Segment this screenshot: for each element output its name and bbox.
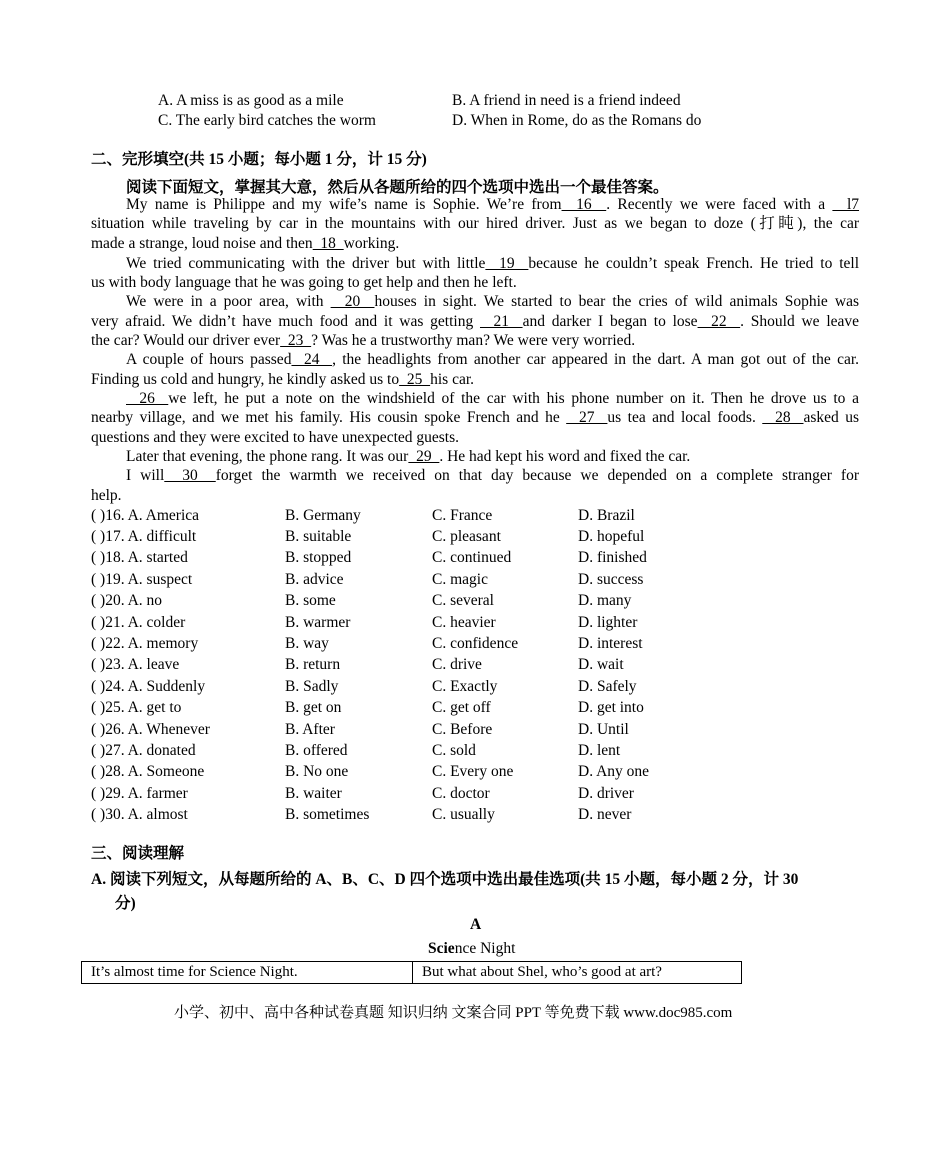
option-c: C. France — [432, 506, 493, 524]
option-d: D. success — [578, 570, 644, 588]
passage-line: A couple of hours passed 24 , the headlights from another car appeared in the dart. A man got out of the car. — [126, 351, 860, 368]
passage-letter: A — [470, 916, 482, 933]
partA-instruction-cont: 分) — [115, 895, 136, 912]
question-row — [91, 783, 718, 804]
blank-22: 22 — [697, 313, 741, 330]
option-d: D. driver — [578, 784, 634, 802]
question-number: ( )28. A. Someone — [91, 763, 205, 781]
option-b: B. sometimes — [285, 806, 370, 824]
option-b: B. way — [285, 635, 329, 653]
option-c: C. Before — [432, 720, 493, 738]
passage-line: 26 we left, he put a note on the windshield of the car with his phone number on it. Then he drove us to a — [126, 390, 860, 407]
option-b: B. offered — [285, 741, 348, 759]
option-b: B. After — [285, 720, 335, 738]
question-number: ( )26. A. Whenever — [91, 720, 210, 738]
passage-line: My name is Philippe and my wife’s name is Sophie. We’re from 16 . Recently we were faced with a l7 — [126, 196, 860, 213]
option-c: C. drive — [432, 656, 482, 674]
option-d: D. finished — [578, 549, 647, 567]
partA-instruction: A. 阅读下列短文，从每题所给的 A、B、C、D 四个选项中选出最佳选项(共 15 小题，每小题 2 分，计 30 — [91, 871, 799, 888]
blank-20: 20 — [330, 293, 375, 310]
option-b: B. Germany — [285, 506, 361, 524]
question-row — [91, 548, 718, 569]
question-row — [91, 526, 718, 547]
passage-table — [81, 961, 742, 984]
option-b: B. waiter — [285, 784, 342, 802]
option-c: C. confidence — [432, 635, 519, 653]
question-number: ( )20. A. no — [91, 592, 163, 610]
option-b: B. stopped — [285, 549, 352, 567]
question-row — [91, 505, 718, 526]
blank-23: 23 — [280, 332, 312, 349]
question-number: ( )16. A. America — [91, 506, 200, 524]
blank-21: 21 — [479, 313, 523, 330]
option-b: B. some — [285, 592, 336, 610]
passage-line: Finding us cold and hungry, he kindly asked us to 25 his car. — [91, 371, 475, 388]
passage-line: us with body language that he was going to get help and then he left. — [91, 274, 517, 291]
option-b: B. Sadly — [285, 677, 339, 695]
option-c: C. doctor — [432, 784, 490, 802]
option-b: B. warmer — [285, 613, 351, 631]
option-c: C. sold — [432, 741, 476, 759]
option-b: B. No one — [285, 763, 349, 781]
option-d: D. never — [578, 806, 632, 824]
option-c: C. Exactly — [432, 677, 498, 695]
passage-title: Science Night — [428, 940, 516, 957]
section2-title: 二、完形填空(共 15 小题；每小题 1 分，计 15 分) — [91, 151, 427, 168]
section2-instruction: 阅读下面短文，掌握其大意，然后从各题所给的四个选项中选出一个最佳答案。 — [126, 179, 669, 196]
passage-line: very afraid. We didn’t have much food and it was getting 21 and darker I began to lose 22 . Should we leave — [91, 313, 860, 330]
question-row — [91, 676, 718, 697]
option-c: C. several — [432, 592, 494, 610]
question-row — [91, 612, 718, 633]
blank-28: 28 — [762, 409, 804, 426]
question-row — [91, 804, 718, 825]
passage-line: nearby village, and we met his family. His cousin spoke French and he 27 us tea and local foods. 28 asked us — [91, 409, 860, 426]
option-d: D. lighter — [578, 613, 638, 631]
question-number: ( )21. A. colder — [91, 613, 186, 631]
section3-title: 三、阅读理解 — [91, 845, 185, 862]
prev-option-a: A. A miss is as good as a mile — [158, 92, 344, 109]
question-row — [91, 655, 718, 676]
option-c: C. usually — [432, 806, 495, 824]
prev-option-b: B. A friend in need is a friend indeed — [452, 92, 681, 109]
blank-26: 26 — [126, 390, 169, 407]
option-d: D. Any one — [578, 763, 650, 781]
passage-line: made a strange, loud noise and then 18 working. — [91, 235, 400, 252]
option-b: B. return — [285, 656, 341, 674]
question-row — [91, 633, 718, 654]
question-number: ( )18. A. started — [91, 549, 188, 567]
option-c: C. magic — [432, 570, 488, 588]
question-number: ( )17. A. difficult — [91, 528, 197, 546]
blank-18: 18 — [312, 235, 344, 252]
passage-line: We were in a poor area, with 20 houses in sight. We started to bear the cries of wild animals Sophie was — [126, 293, 860, 310]
question-row — [91, 569, 718, 590]
question-number: ( )24. A. Suddenly — [91, 677, 206, 695]
question-number: ( )30. A. almost — [91, 806, 188, 824]
option-d: D. many — [578, 592, 632, 610]
prev-option-c: C. The early bird catches the worm — [158, 112, 376, 129]
question-number: ( )25. A. get to — [91, 699, 182, 717]
option-c: C. pleasant — [432, 528, 501, 546]
footer-text: 小学、初中、高中各种试卷真题 知识归纳 文案合同 PPT 等免费下载 www.doc985.com — [174, 1005, 733, 1021]
question-row — [91, 719, 718, 740]
option-b: B. advice — [285, 570, 344, 588]
passage-line: Later that evening, the phone rang. It was our 29 . He had kept his word and fixed the car. — [126, 448, 691, 465]
table-row — [82, 962, 742, 984]
question-number: ( )27. A. donated — [91, 741, 196, 759]
question-number: ( )23. A. leave — [91, 656, 180, 674]
option-d: D. wait — [578, 656, 624, 674]
option-d: D. Safely — [578, 677, 637, 695]
blank-17: l7 — [832, 196, 860, 213]
question-row — [91, 762, 718, 783]
option-b: B. suitable — [285, 528, 352, 546]
prev-option-d: D. When in Rome, do as the Romans do — [452, 112, 702, 129]
blank-30: 30 — [164, 467, 216, 484]
blank-27: 27 — [566, 409, 608, 426]
option-c: C. heavier — [432, 613, 496, 631]
blank-29: 29 — [408, 448, 440, 465]
option-d: D. Brazil — [578, 506, 635, 524]
question-number: ( )29. A. farmer — [91, 784, 188, 802]
option-c: C. get off — [432, 699, 491, 717]
question-row — [91, 740, 718, 761]
table-cell: But what about Shel, who’s good at art? — [413, 962, 742, 984]
question-number: ( )19. A. suspect — [91, 570, 193, 588]
option-d: D. Until — [578, 720, 629, 738]
passage-line: help. — [91, 487, 122, 504]
passage-line: the car? Would our driver ever 23 ? Was he a trustworthy man? We were very worried. — [91, 332, 636, 349]
option-c: C. continued — [432, 549, 512, 567]
passage-line: questions and they were excited to have unexpected guests. — [91, 429, 460, 446]
blank-24: 24 — [291, 351, 333, 368]
option-d: D. interest — [578, 635, 643, 653]
option-c: C. Every one — [432, 763, 514, 781]
passage-line: I will 30 forget the warmth we received on that day because we depended on a complete stranger for — [126, 467, 860, 484]
passage-line: situation while traveling by car in the mountains with our hired driver. Just as we began to doze (打盹), the car — [91, 215, 859, 232]
cloze-options-table — [91, 505, 718, 826]
question-row — [91, 698, 718, 719]
question-row — [91, 591, 718, 612]
table-cell: It’s almost time for Science Night. — [82, 962, 413, 984]
blank-16: 16 — [561, 196, 607, 213]
question-number: ( )22. A. memory — [91, 635, 199, 653]
option-d: D. lent — [578, 741, 621, 759]
blank-19: 19 — [485, 255, 529, 272]
option-d: D. get into — [578, 699, 644, 717]
option-d: D. hopeful — [578, 528, 645, 546]
option-b: B. get on — [285, 699, 342, 717]
blank-25: 25 — [399, 371, 431, 388]
passage-line: We tried communicating with the driver but with little 19 because he couldn’t speak French. He tried to tell — [126, 255, 860, 272]
